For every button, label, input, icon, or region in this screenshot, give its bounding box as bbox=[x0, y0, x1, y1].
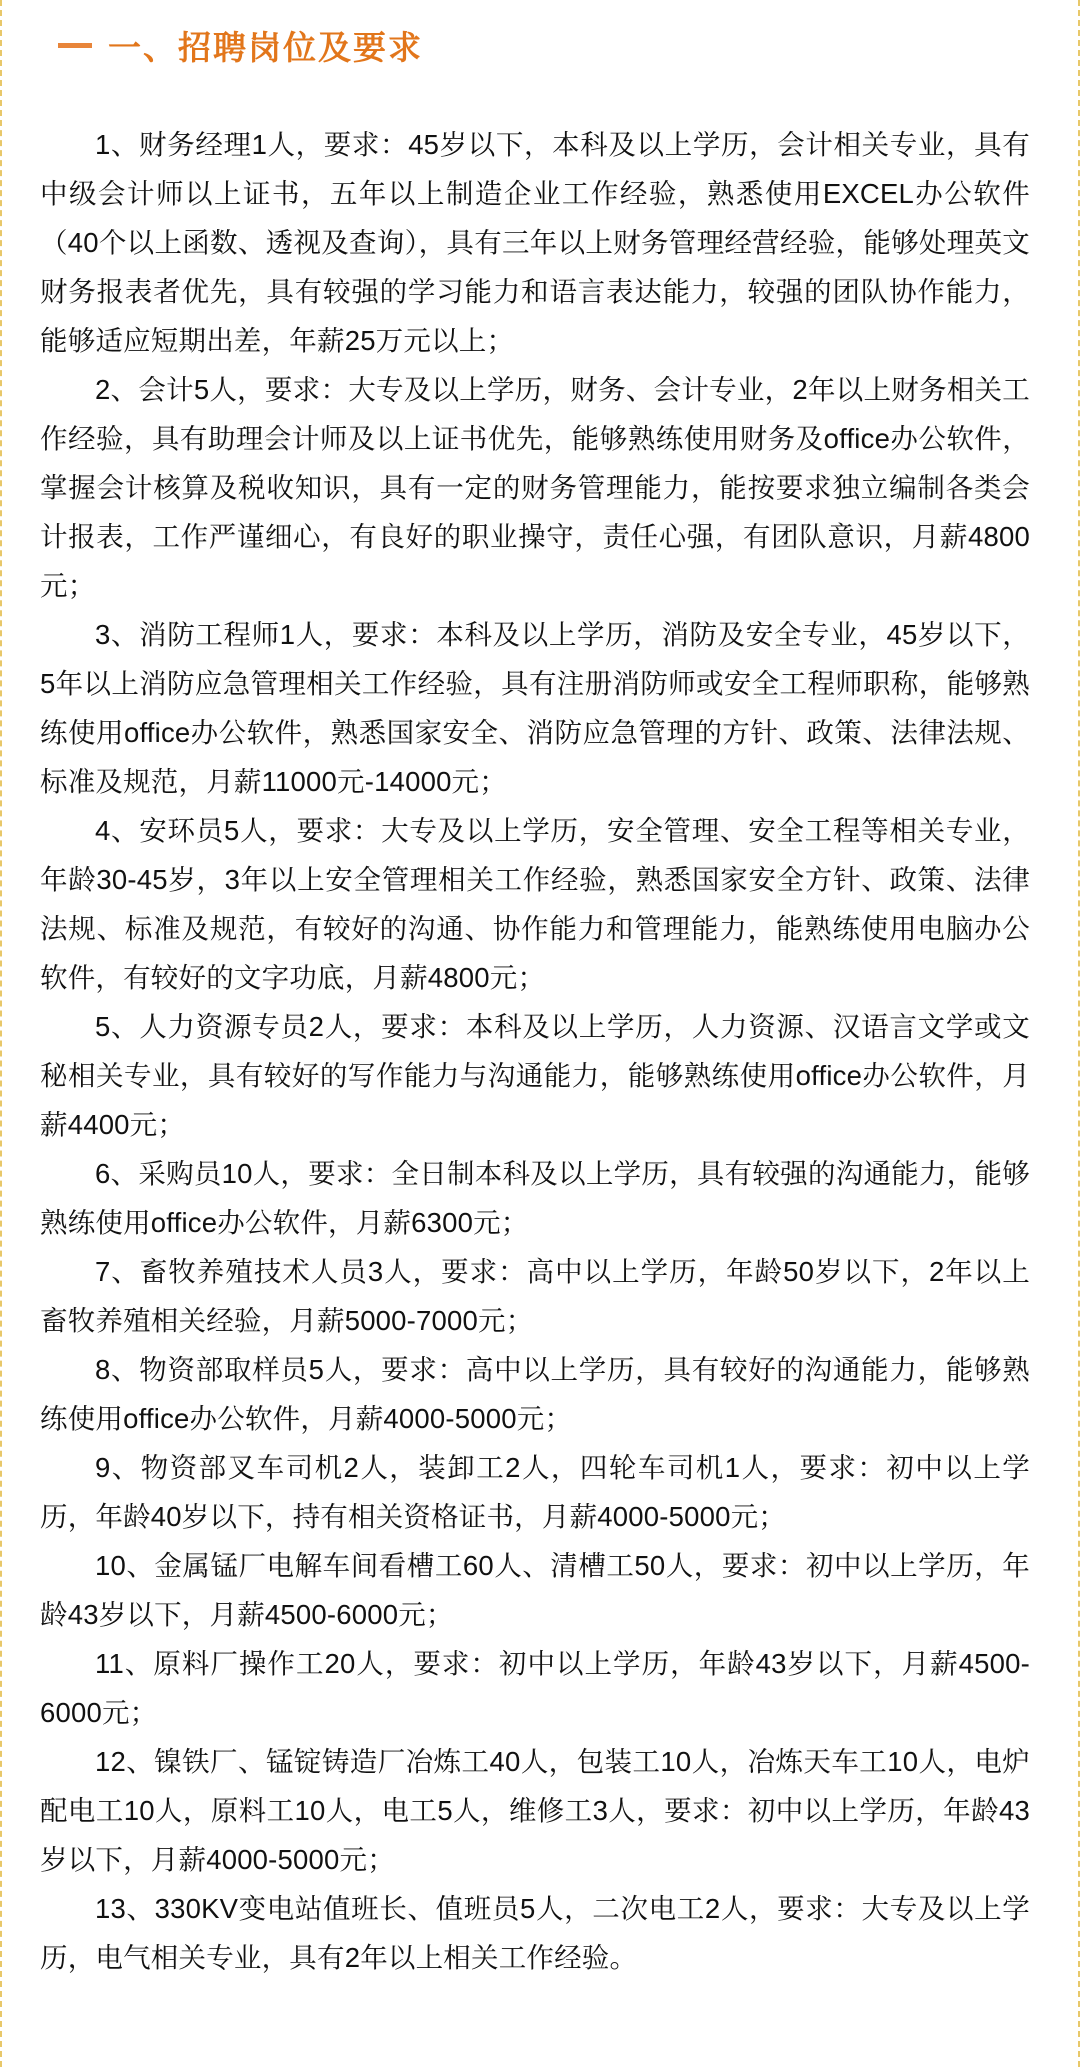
job-item-paragraph: 10、金属锰厂电解车间看槽工60人、清槽工50人，要求：初中以上学历，年龄43岁以下，月薪4500-6000元； bbox=[40, 1550, 1030, 1630]
page-title: 一、招聘岗位及要求 bbox=[108, 28, 423, 66]
job-item-paragraph: 6、采购员10人，要求：全日制本科及以上学历，具有较强的沟通能力，能够熟练使用office办公软件，月薪6300元； bbox=[40, 1158, 1030, 1238]
job-item-paragraph: 13、330KV变电站值班长、值班员5人，二次电工2人，要求：大专及以上学历，电气相关专业，具有2年以上相关工作经验。 bbox=[40, 1893, 1030, 1973]
job-item-paragraph: 12、镍铁厂、锰锭铸造厂冶炼工40人，包装工10人，冶炼天车工10人，电炉配电工10人，原料工10人，电工5人，维修工3人，要求：初中以上学历，年龄43岁以下，月薪4000-5000元； bbox=[40, 1746, 1030, 1875]
job-requirements-body bbox=[32, 120, 1048, 1982]
section-heading bbox=[58, 18, 1048, 72]
heading-accent-bar bbox=[58, 43, 92, 48]
job-item-paragraph: 8、物资部取样员5人，要求：高中以上学历，具有较好的沟通能力，能够熟练使用office办公软件，月薪4000-5000元； bbox=[40, 1354, 1030, 1434]
job-item-paragraph: 4、安环员5人，要求：大专及以上学历，安全管理、安全工程等相关专业，年龄30-45岁，3年以上安全管理相关工作经验，熟悉国家安全方针、政策、法律法规、标准及规范，有较好的沟通、协作能力和管理能力，能熟练使用电脑办公软件，有较好的文字功底，月薪4800元； bbox=[40, 815, 1030, 993]
job-item-paragraph: 9、物资部叉车司机2人，装卸工2人，四轮车司机1人，要求：初中以上学历，年龄40岁以下，持有相关资格证书，月薪4000-5000元； bbox=[40, 1452, 1030, 1532]
job-item-paragraph: 7、畜牧养殖技术人员3人，要求：高中以上学历，年龄50岁以下，2年以上畜牧养殖相关经验，月薪5000-7000元； bbox=[40, 1256, 1030, 1336]
job-item-paragraph: 2、会计5人，要求：大专及以上学历，财务、会计专业，2年以上财务相关工作经验，具有助理会计师及以上证书优先，能够熟练使用财务及office办公软件，掌握会计核算及税收知识，具有一定的财务管理能力，能按要求独立编制各类会计报表，工作严谨细心，有良好的职业操守，责任心强，有团队意识，月薪4800元； bbox=[40, 374, 1030, 601]
job-item-paragraph: 5、人力资源专员2人，要求：本科及以上学历，人力资源、汉语言文学或文秘相关专业，具有较好的写作能力与沟通能力，能够熟练使用office办公软件，月薪4400元； bbox=[40, 1011, 1030, 1140]
job-item-paragraph: 3、消防工程师1人，要求：本科及以上学历，消防及安全专业，45岁以下，5年以上消防应急管理相关工作经验，具有注册消防师或安全工程师职称，能够熟练使用office办公软件，熟悉国家安全、消防应急管理的方针、政策、法律法规、标准及规范，月薪11000元-14000元； bbox=[40, 619, 1030, 797]
job-item-paragraph: 1、财务经理1人，要求：45岁以下，本科及以上学历，会计相关专业，具有中级会计师以上证书，五年以上制造企业工作经验，熟悉使用EXCEL办公软件（40个以上函数、透视及查询），具有三年以上财务管理经营经验，能够处理英文财务报表者优先，具有较强的学习能力和语言表达能力，较强的团队协作能力，能够适应短期出差，年薪25万元以上； bbox=[40, 129, 1030, 356]
job-item-paragraph: 11、原料厂操作工20人，要求：初中以上学历，年龄43岁以下，月薪4500-6000元； bbox=[40, 1648, 1030, 1728]
